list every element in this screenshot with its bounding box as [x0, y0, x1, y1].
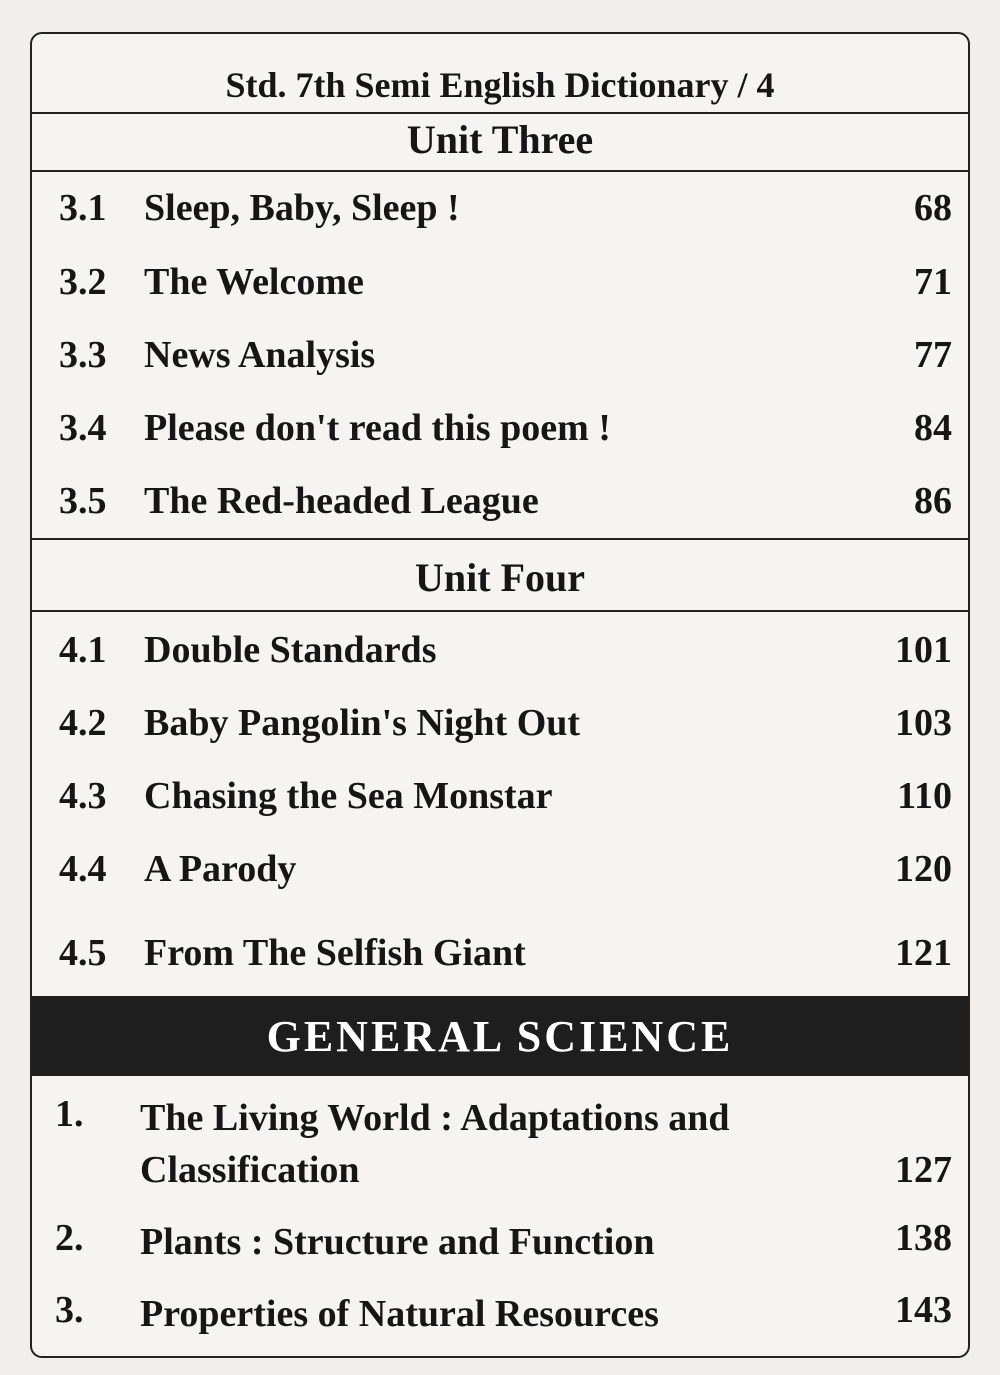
toc-row: [32, 847, 968, 907]
item-title: From The Selfish Giant: [144, 932, 526, 974]
unit-three-heading: Unit Three: [406, 117, 594, 162]
item-page: 103: [895, 702, 952, 744]
item-title: Properties of Natural Resources: [140, 1293, 659, 1335]
item-number: 3.2: [59, 261, 107, 303]
item-page: 77: [914, 334, 952, 376]
item-title: Plants : Structure and Function: [140, 1221, 655, 1263]
toc-row: [32, 1288, 968, 1344]
item-title-line: The Living World : Adaptations and: [140, 1097, 730, 1139]
toc-row: [32, 260, 968, 320]
item-page: 101: [895, 629, 952, 671]
item-number: 3.: [55, 1289, 84, 1331]
unit-four-heading: Unit Four: [415, 555, 585, 600]
toc-row: [32, 1216, 968, 1272]
toc-row: [32, 931, 968, 991]
item-number: 4.3: [59, 775, 107, 817]
item-title: The Welcome: [144, 261, 364, 303]
item-title: The Red-headed League: [144, 480, 539, 522]
item-number: 3.1: [59, 187, 107, 229]
item-title: Sleep, Baby, Sleep !: [144, 187, 460, 229]
item-number: 3.5: [59, 480, 107, 522]
item-page: 138: [895, 1217, 952, 1259]
page-header: Std. 7th Semi English Dictionary / 4: [225, 65, 775, 105]
toc-row: [32, 479, 968, 539]
contents-frame: [30, 32, 970, 1358]
item-number: 4.2: [59, 702, 107, 744]
toc-row: [32, 628, 968, 688]
item-title: A Parody: [144, 848, 297, 890]
item-number: 3.3: [59, 334, 107, 376]
item-number: 4.4: [59, 848, 107, 890]
toc-row: [32, 1092, 968, 1202]
divider: [32, 170, 968, 172]
divider: [32, 610, 968, 612]
item-title: Baby Pangolin's Night Out: [144, 702, 581, 744]
general-science-heading: GENERAL SCIENCE: [32, 996, 968, 1076]
item-number: 1.: [55, 1093, 84, 1135]
item-page: 127: [895, 1149, 952, 1191]
item-title-line: Classification: [140, 1149, 360, 1191]
item-page: 84: [914, 407, 952, 449]
item-title: [140, 1092, 730, 1196]
item-number: 3.4: [59, 407, 107, 449]
item-number: 2.: [55, 1217, 84, 1259]
item-number: 4.5: [59, 932, 107, 974]
toc-row: [32, 701, 968, 761]
item-page: 86: [914, 480, 952, 522]
toc-row: [32, 186, 968, 246]
item-number: 4.1: [59, 629, 107, 671]
item-title: Please don't read this poem !: [144, 407, 611, 449]
item-title: Double Standards: [144, 629, 437, 671]
item-page: 120: [895, 848, 952, 890]
toc-row: [32, 774, 968, 834]
item-page: 110: [897, 775, 952, 817]
item-title: Chasing the Sea Monstar: [144, 775, 553, 817]
item-page: 71: [914, 261, 952, 303]
item-page: 68: [914, 187, 952, 229]
item-page: 121: [895, 932, 952, 974]
toc-row: [32, 333, 968, 393]
divider: [32, 538, 968, 540]
item-title: News Analysis: [144, 334, 376, 376]
divider: [32, 112, 968, 114]
item-page: 143: [895, 1289, 952, 1331]
toc-row: [32, 406, 968, 466]
